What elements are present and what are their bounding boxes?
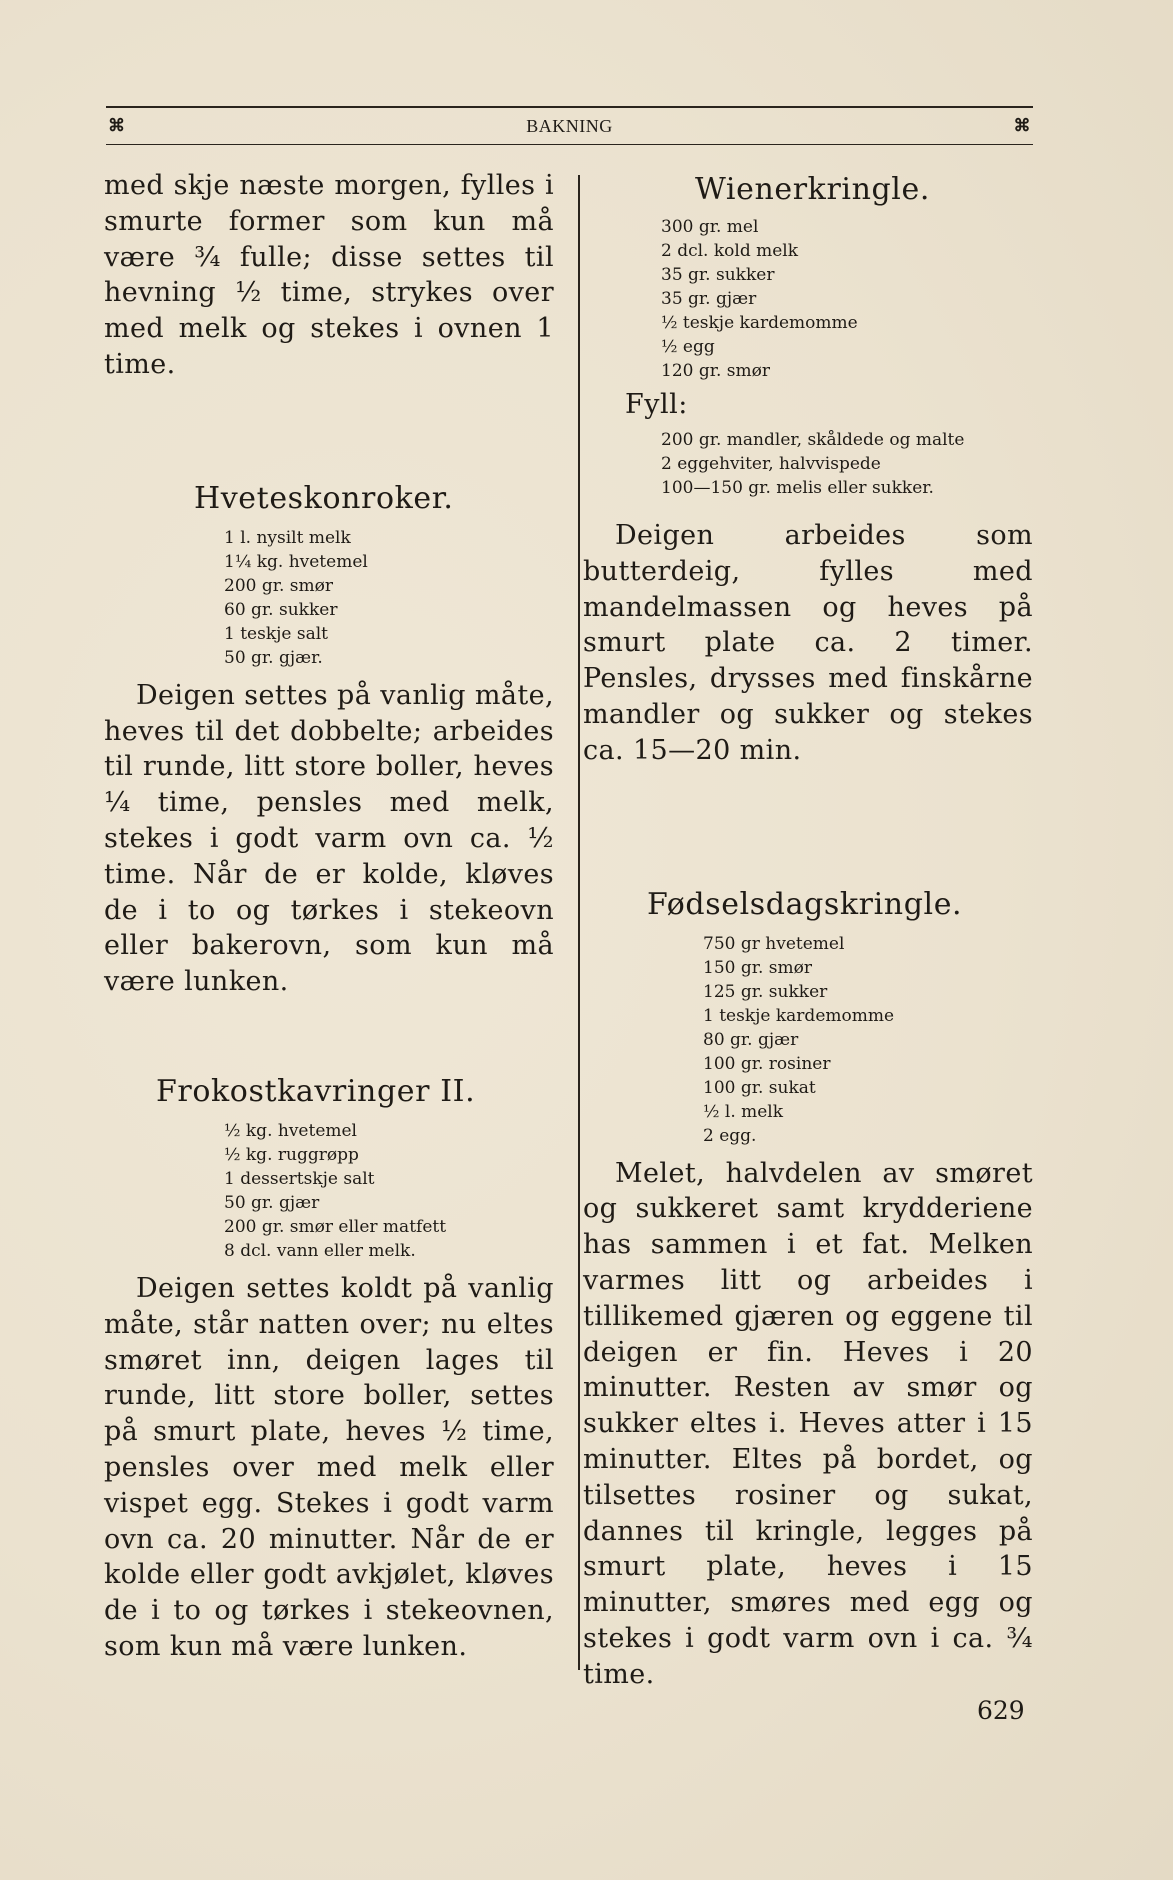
ingredient-item: ½ l. melk	[703, 1101, 784, 1122]
ingredient-item: 1¼ kg. hvetemel	[224, 551, 368, 572]
ingredient-item: 2 egg.	[703, 1125, 757, 1146]
ingredient-item: 120 gr. smør	[661, 361, 771, 381]
header-title: BAKNING	[526, 115, 613, 136]
ingredient-item: 200 gr. mandler, skåldede og malte	[661, 430, 965, 450]
ingredient-item: 35 gr. sukker	[661, 265, 775, 285]
header-ornament-right: ⌘	[1013, 116, 1031, 135]
recipe-text-wienerkringle: Deigen arbeides som butterdeig, fylles med mandelmassen og heves på smurt plate ca. 2 timer. Pensles, drysses med finskårne mandler og sukker og stekes ca. 15—20 min.	[583, 520, 1033, 766]
ingredient-item: 200 gr. smør eller matfett	[224, 1216, 447, 1237]
ingredient-item: 50 gr. gjær.	[224, 647, 323, 668]
ingredient-item: 300 gr. mel	[661, 217, 759, 237]
ingredient-item: ½ kg. hvetemel	[224, 1120, 357, 1141]
ingredient-item: 2 dcl. kold melk	[661, 241, 799, 261]
ingredient-list-hveteskonroker	[224, 526, 554, 670]
filling-label: Fyll:	[625, 389, 688, 420]
ingredient-list-wienerkringle	[661, 215, 1033, 383]
header-ornament-left: ⌘	[108, 116, 126, 135]
ingredient-item: 50 gr. gjær	[224, 1192, 320, 1213]
recipe-text-hveteskonroker: Deigen settes på vanlig måte, heves til det dobbelte; arbeides til runde, litt store boller, heves ¼ time, pensles med melk, stekes i godt varm ovn ca. ½ time. Når de er kolde, kløves de i to og tørkes i stekeovn eller bakerovn, som kun må være lunken.	[104, 679, 554, 998]
filling-ingredient-list	[661, 428, 1033, 500]
column-divider	[578, 175, 580, 1670]
ingredient-item: 100—150 gr. melis eller sukker.	[661, 478, 934, 498]
recipe-text-frokostkavringer: Deigen settes koldt på vanlig måte, står natten over; nu eltes smøret inn, deigen lages til runde, litt store boller, settes på smurt plate, heves ½ time, pensles over med melk eller vispet egg. Stekes i godt varm ovn ca. 20 minutter. Når de er kolde eller godt avkjølet, kløves de i to og tørkes i stekeovnen, som kun må være lunken.	[104, 1272, 554, 1662]
page-number: 629	[977, 1696, 1025, 1725]
recipe-title-fodselsdagskringle: Fødselsdagskringle.	[647, 886, 963, 922]
recipe-title-wienerkringle: Wienerkringle.	[695, 172, 930, 207]
ingredient-item: ½ egg	[661, 337, 715, 357]
ingredient-item: 125 gr. sukker	[703, 981, 828, 1002]
recipe-title-hveteskonroker: Hveteskonroker.	[194, 480, 454, 516]
intro-paragraph: med skje næste morgen, fylles i smurte former som kun må være ¾ fulle; disse settes til hevning ½ time, strykes over med melk og stekes i ovnen 1 time.	[104, 170, 554, 380]
ingredient-list-frokostkavringer	[224, 1119, 554, 1263]
recipe-text-fodselsdagskringle: Melet, halvdelen av smøret og sukkeret samt krydderiene has sammen i et fat. Melken varmes litt og arbeides i tillikemed gjæren og eggene til deigen er fin. Heves i 20 minutter. Resten av smør og sukker eltes i. Heves atter i 15 minutter. Eltes på bordet, og tilsettes rosiner og sukat, dannes til kringle, legges på smurt plate, heves i 15 minutter, smøres med egg og stekes i godt varm ovn i ca. ¾ time.	[583, 1157, 1033, 1690]
recipe-title-frokostkavringer: Frokostkavringer II.	[156, 1073, 476, 1109]
ingredient-item: 2 eggehviter, halvvispede	[661, 454, 881, 474]
ingredient-item: 1 teskje kardemomme	[703, 1005, 895, 1026]
left-column	[104, 168, 554, 1665]
ingredient-item: 80 gr. gjær	[703, 1029, 799, 1050]
ingredient-item: ½ teskje kardemomme	[661, 313, 858, 333]
ingredient-item: 1 teskje salt	[224, 623, 329, 644]
ingredient-item: 150 gr. smør	[703, 957, 813, 978]
ingredient-item: ½ kg. ruggrøpp	[224, 1144, 359, 1165]
ingredient-item: 100 gr. sukat	[703, 1077, 816, 1098]
ingredient-item: 200 gr. smør	[224, 575, 334, 596]
running-header	[106, 106, 1033, 145]
ingredient-list-fodselsdagskringle	[703, 932, 1033, 1148]
ingredient-item: 8 dcl. vann eller melk.	[224, 1240, 416, 1261]
right-column	[583, 168, 1033, 1693]
ingredient-item: 750 gr hvetemel	[703, 933, 845, 954]
ingredient-item: 1 dessertskje salt	[224, 1168, 375, 1189]
ingredient-item: 100 gr. rosiner	[703, 1053, 831, 1074]
ingredient-item: 60 gr. sukker	[224, 599, 338, 620]
ingredient-item: 35 gr. gjær	[661, 289, 757, 309]
ingredient-item: 1 l. nysilt melk	[224, 527, 351, 548]
